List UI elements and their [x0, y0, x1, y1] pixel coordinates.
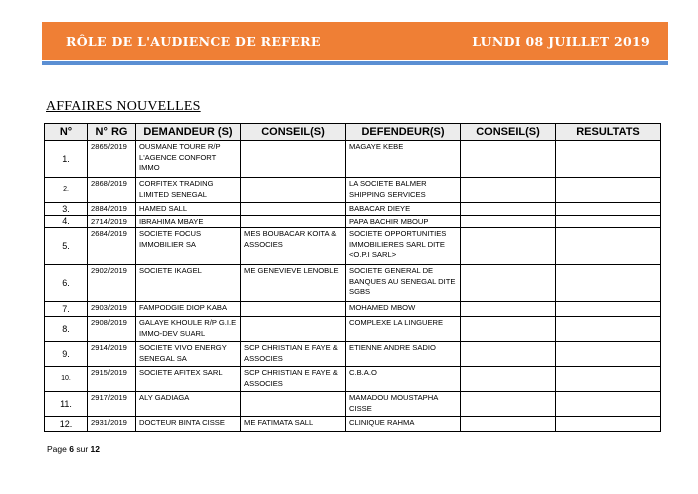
case-demandeur: HAMED SALL	[136, 203, 241, 216]
case-rg: 2917/2019	[88, 392, 136, 417]
case-conseil	[241, 302, 346, 317]
case-conseil-def	[461, 203, 556, 216]
case-resultat	[556, 417, 661, 432]
hearing-date: LUNDI 08 JUILLET 2019	[472, 33, 650, 49]
case-demandeur: OUSMANE TOURE R/P L'AGENCE CONFORT IMMO	[136, 141, 241, 178]
case-number: 4.	[45, 215, 88, 228]
case-demandeur: IBRAHIMA MBAYE	[136, 215, 241, 228]
page-total: 12	[90, 444, 100, 454]
case-conseil-def	[461, 178, 556, 203]
header-rule	[42, 61, 668, 65]
col-header-conseil-def: CONSEIL(S)	[461, 124, 556, 141]
case-resultat	[556, 141, 661, 178]
table-row	[45, 228, 661, 265]
case-defendeur: MAGAYE KEBE	[346, 141, 461, 178]
case-number: 8.	[45, 317, 88, 342]
page-number: 6	[69, 444, 74, 454]
case-resultat	[556, 203, 661, 216]
case-resultat	[556, 302, 661, 317]
case-demandeur: SOCIETE VIVO ENERGY SENEGAL SA	[136, 342, 241, 367]
case-defendeur: C.B.A.O	[346, 367, 461, 392]
case-number: 7.	[45, 302, 88, 317]
case-conseil	[241, 203, 346, 216]
case-resultat	[556, 228, 661, 265]
table-row	[45, 342, 661, 367]
case-rg: 2684/2019	[88, 228, 136, 265]
col-header-demandeur: DEMANDEUR (S)	[136, 124, 241, 141]
table-row	[45, 317, 661, 342]
case-number: 5.	[45, 228, 88, 265]
case-rg: 2865/2019	[88, 141, 136, 178]
case-resultat	[556, 317, 661, 342]
case-resultat	[556, 392, 661, 417]
case-conseil-def	[461, 302, 556, 317]
case-defendeur: MAMADOU MOUSTAPHA CISSE	[346, 392, 461, 417]
case-conseil	[241, 215, 346, 228]
case-conseil: MES BOUBACAR KOITA & ASSOCIES	[241, 228, 346, 265]
table-row	[45, 203, 661, 216]
case-conseil-def	[461, 215, 556, 228]
col-header-rg: N° RG	[88, 124, 136, 141]
case-conseil	[241, 141, 346, 178]
case-defendeur: PAPA BACHIR MBOUP	[346, 215, 461, 228]
table-row	[45, 302, 661, 317]
case-conseil-def	[461, 342, 556, 367]
case-rg: 2908/2019	[88, 317, 136, 342]
case-resultat	[556, 265, 661, 302]
case-rg: 2714/2019	[88, 215, 136, 228]
case-conseil: SCP CHRISTIAN E FAYE & ASSOCIES	[241, 342, 346, 367]
case-rg: 2884/2019	[88, 203, 136, 216]
case-conseil-def	[461, 417, 556, 432]
case-conseil: ME FATIMATA SALL	[241, 417, 346, 432]
table-row	[45, 417, 661, 432]
case-number: 6.	[45, 265, 88, 302]
case-rg: 2914/2019	[88, 342, 136, 367]
case-conseil-def	[461, 367, 556, 392]
table-header-row	[45, 124, 661, 141]
case-number: 1.	[45, 141, 88, 178]
col-header-num: N°	[45, 124, 88, 141]
case-rg: 2903/2019	[88, 302, 136, 317]
case-rg: 2931/2019	[88, 417, 136, 432]
case-demandeur: SOCIETE IKAGEL	[136, 265, 241, 302]
col-header-resultats: RESULTATS	[556, 124, 661, 141]
case-number: 3.	[45, 203, 88, 216]
case-demandeur: ALY GADIAGA	[136, 392, 241, 417]
of-word: sur	[76, 444, 89, 454]
case-conseil-def	[461, 392, 556, 417]
case-defendeur: ETIENNE ANDRE SADIO	[346, 342, 461, 367]
case-resultat	[556, 178, 661, 203]
case-defendeur: COMPLEXE LA LINGUERE	[346, 317, 461, 342]
case-conseil	[241, 317, 346, 342]
case-conseil: ME GENEVIEVE LENOBLE	[241, 265, 346, 302]
table-row	[45, 392, 661, 417]
case-resultat	[556, 367, 661, 392]
case-conseil-def	[461, 228, 556, 265]
case-rg: 2915/2019	[88, 367, 136, 392]
table-row	[45, 141, 661, 178]
case-defendeur: LA SOCIETE BALMER SHIPPING SERVICES	[346, 178, 461, 203]
col-header-conseil: CONSEIL(S)	[241, 124, 346, 141]
header-banner	[42, 22, 668, 60]
case-conseil-def	[461, 265, 556, 302]
case-number: 12.	[45, 417, 88, 432]
case-demandeur: SOCIETE AFITEX SARL	[136, 367, 241, 392]
case-demandeur: DOCTEUR BINTA CISSE	[136, 417, 241, 432]
case-number: 10.	[45, 367, 88, 392]
case-conseil	[241, 392, 346, 417]
table-row	[45, 265, 661, 302]
case-defendeur: BABACAR DIEYE	[346, 203, 461, 216]
page-word: Page	[47, 444, 67, 454]
document-title: RÔLE DE L'AUDIENCE DE REFERE	[66, 33, 321, 49]
section-title: AFFAIRES NOUVELLES	[46, 99, 201, 114]
case-demandeur: GALAYE KHOULE R/P G.I.E IMMO-DEV SUARL	[136, 317, 241, 342]
case-number: 11.	[45, 392, 88, 417]
case-conseil-def	[461, 141, 556, 178]
table-row	[45, 367, 661, 392]
col-header-defendeur: DEFENDEUR(S)	[346, 124, 461, 141]
table-row	[45, 215, 661, 228]
case-defendeur: CLINIQUE RAHMA	[346, 417, 461, 432]
case-defendeur: SOCIETE GENERAL DE BANQUES AU SENEGAL DITE SGBS	[346, 265, 461, 302]
case-rg: 2902/2019	[88, 265, 136, 302]
case-resultat	[556, 215, 661, 228]
page-footer	[47, 444, 100, 454]
case-defendeur: MOHAMED MBOW	[346, 302, 461, 317]
case-demandeur: CORFITEX TRADING LIMITED SENEGAL	[136, 178, 241, 203]
case-demandeur: SOCIETE FOCUS IMMOBILIER SA	[136, 228, 241, 265]
case-conseil	[241, 178, 346, 203]
case-demandeur: FAMPODGIE DIOP KABA	[136, 302, 241, 317]
case-number: 2.	[45, 178, 88, 203]
table-row	[45, 178, 661, 203]
case-conseil-def	[461, 317, 556, 342]
case-defendeur: SOCIETE OPPORTUNITIES IMMOBILIERES SARL DITE <O.P.I SARL>	[346, 228, 461, 265]
cases-table	[44, 123, 661, 432]
case-conseil: SCP CHRISTIAN E FAYE & ASSOCIES	[241, 367, 346, 392]
case-resultat	[556, 342, 661, 367]
case-number: 9.	[45, 342, 88, 367]
case-rg: 2868/2019	[88, 178, 136, 203]
